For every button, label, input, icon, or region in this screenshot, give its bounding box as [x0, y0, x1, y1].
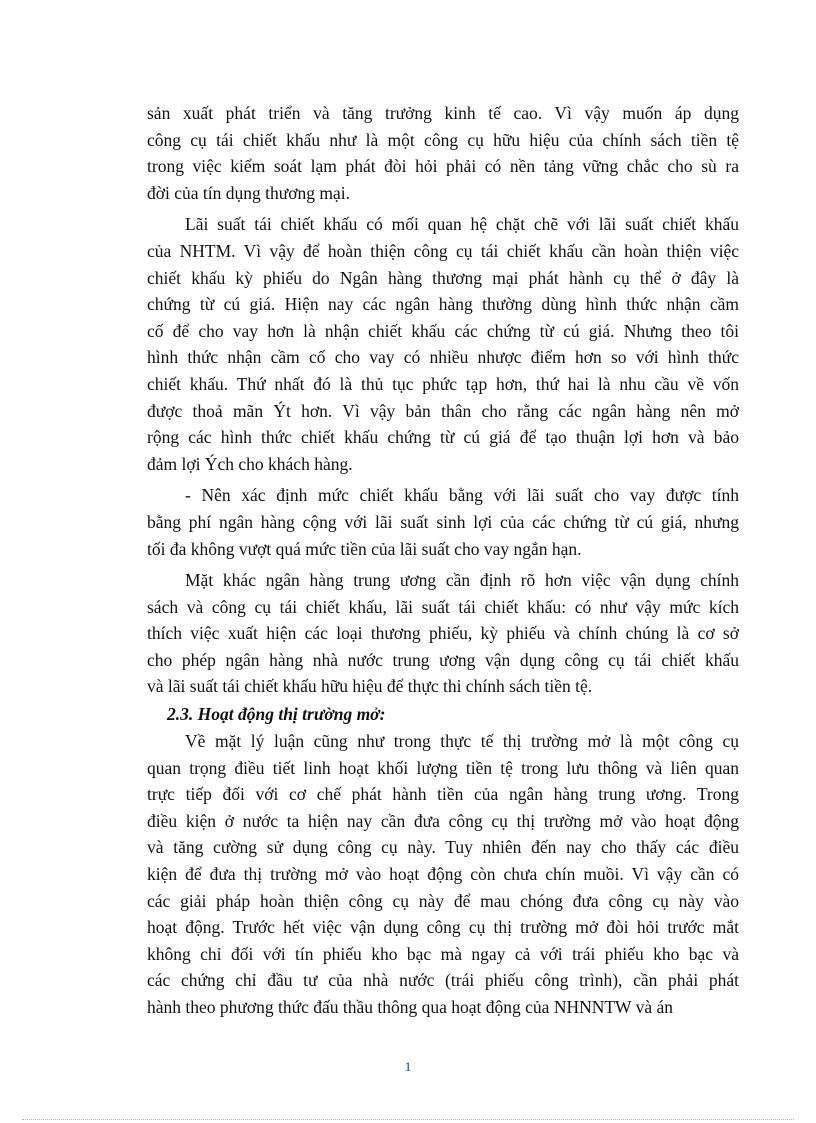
- text-line: và lãi suất tái chiết khấu hữu hiệu để thực thi chính sách tiền tệ.: [147, 676, 593, 697]
- text-line: chứng từ cú giá. Hiện nay các ngân hàng thường dùng hình thức nhận cầm: [147, 294, 739, 315]
- document-body: [147, 100, 739, 1021]
- text-line: và tăng cường sử dụng công cụ này. Tuy nhiên đến nay cho thấy các điều: [147, 837, 739, 858]
- paragraph: [147, 211, 739, 477]
- text-line: Lãi suất tái chiết khấu có mối quan hệ chặt chẽ với lãi suất chiết khấu: [185, 214, 739, 235]
- text-line: các giải pháp hoàn thiện công cụ này để mau chóng đưa công cụ này vào: [147, 890, 739, 911]
- paragraph: [147, 567, 739, 700]
- text-line: trực tiếp đối với cơ chế phát hành tiền của ngân hàng trung ương. Trong: [147, 784, 739, 805]
- text-line: của NHTM. Vì vậy để hoàn thiện công cụ tái chiết khấu cần hoàn thiện việc: [147, 240, 739, 261]
- text-line: sản xuất phát triển và tăng trưởng kinh tế cao. Vì vậy muốn áp dụng: [147, 103, 739, 123]
- page-number: 1: [404, 1059, 412, 1074]
- section-heading: 2.3. Hoạt động thị trường mở:: [167, 704, 386, 725]
- text-line: rộng các hình thức chiết khấu chứng từ cú giá để tạo thuận lợi hơn và bảo: [147, 427, 739, 448]
- paragraph: [147, 100, 739, 206]
- text-line: hoạt động. Trước hết việc vận dụng công cụ thị trường mở đòi hỏi trước mắt: [147, 917, 739, 938]
- text-line: được thoả mãn Ýt hơn. Vì vậy bản thân cho rằng các ngân hàng nên mở: [147, 400, 739, 421]
- text-line: đảm lợi Ých cho khách hàng.: [147, 453, 353, 474]
- text-line: cho phép ngân hàng nhà nước trung ương vận dụng công cụ tái chiết khấu: [147, 649, 739, 670]
- paragraph: [147, 728, 739, 1021]
- text-line: quan trọng điều tiết linh hoạt khối lượng tiền tệ trong lưu thông và liên quan: [147, 757, 739, 778]
- text-line: các chứng chỉ đầu tư của nhà nước (trái phiếu công trình), cần phải phát: [147, 970, 739, 991]
- text-line: hình thức nhận cầm cố cho vay có nhiều nhược điểm hơn so với hình thức: [147, 347, 739, 368]
- text-line: bằng phí ngân hàng cộng với lãi suất sinh lợi của các chứng từ cú giá, nhưng: [147, 511, 739, 532]
- text-line: sách và công cụ tái chiết khấu, lãi suất tái chiết khấu: có như vậy mức kích: [147, 596, 739, 617]
- text-line: chiết khấu. Thứ nhất đó là thủ tục phức tạp hơn, thứ hai là nhu cầu về vốn: [147, 373, 739, 394]
- paragraph: [147, 482, 739, 562]
- text-line: chiết khấu kỳ phiếu do Ngân hàng thương mại phát hành cụ thể ở đây là: [147, 267, 739, 288]
- text-line: đời của tín dụng thương mại.: [147, 182, 350, 203]
- text-line: thích việc xuất hiện các loại thương phiếu, kỳ phiếu và chính chúng là cơ sở: [147, 623, 739, 644]
- text-line: trong việc kiểm soát lạm phát đòi hỏi phải có nền tảng vững chắc cho sù ra: [147, 156, 739, 177]
- text-line: cố để cho vay hơn là nhận chiết khấu các chứng từ cú giá. Nhưng theo tôi: [147, 320, 739, 341]
- text-line: Về mặt lý luận cũng như trong thực tế thị trường mở là một công cụ: [185, 731, 739, 752]
- text-line: hành theo phương thức đấu thầu thông qua hoạt động của NHNNTW và án: [147, 997, 674, 1017]
- text-line: tối đa không vượt quá mức tiền của lãi suất cho vay ngắn hạn.: [147, 538, 582, 559]
- text-line: công cụ tái chiết khấu như là một công cụ hữu hiệu của chính sách tiền tệ: [147, 129, 739, 150]
- text-line: điều kiện ở nước ta hiện nay cần đưa công cụ thị trường mở vào hoạt động: [147, 810, 739, 831]
- text-line: - Nên xác định mức chiết khấu bằng với lãi suất cho vay được tính: [185, 485, 739, 506]
- text-line: không chỉ đối với tín phiếu kho bạc mà ngay cả với trái phiếu kho bạc và: [147, 943, 739, 964]
- text-line: kiện để đưa thị trường mở vào hoạt động còn chưa chín muồi. Vì vậy cần có: [147, 864, 739, 885]
- text-line: Mặt khác ngân hàng trung ương cần định rõ hơn việc vận dụng chính: [185, 570, 739, 591]
- page-bottom-divider: [22, 1119, 794, 1120]
